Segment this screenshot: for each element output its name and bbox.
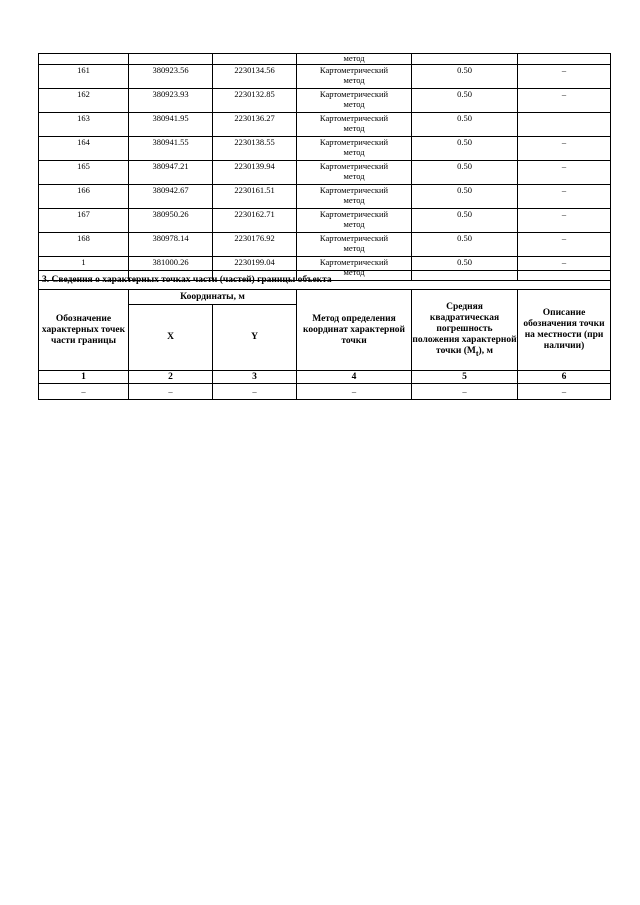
column-number: 2 <box>129 371 213 384</box>
method-cell <box>297 89 412 113</box>
header-method: Метод определения координат характерной точки <box>297 290 412 371</box>
error-cell: 0.50 <box>412 89 518 113</box>
point-number-cell: 164 <box>39 137 129 161</box>
x-coordinate-cell: 380923.93 <box>129 89 213 113</box>
y-coordinate-cell: 2230199.04 <box>213 257 297 281</box>
y-coordinate-cell: 2230136.27 <box>213 113 297 137</box>
empty-cell: – <box>297 384 412 400</box>
y-coordinate-cell: 2230162.71 <box>213 209 297 233</box>
empty-cell: – <box>213 384 297 400</box>
y-coordinate-cell: 2230138.55 <box>213 137 297 161</box>
error-cell: 0.50 <box>412 65 518 89</box>
description-cell: – <box>518 161 611 185</box>
header-error-subscript: t <box>475 348 479 358</box>
error-cell: 0.50 <box>412 233 518 257</box>
error-cell: 0.50 <box>412 257 518 281</box>
point-number-cell: 1 <box>39 257 129 281</box>
method-line: Картометрический <box>319 113 389 123</box>
x-coordinate-cell: 380950.26 <box>129 209 213 233</box>
y-coordinate-cell: 2230139.94 <box>213 161 297 185</box>
empty-cell: – <box>39 384 129 400</box>
section-title-row <box>39 271 611 290</box>
method-line: метод <box>343 242 365 253</box>
x-coordinate-cell: 380923.56 <box>129 65 213 89</box>
x-coordinate-cell: 381000.26 <box>129 257 213 281</box>
column-number: 4 <box>297 371 412 384</box>
column-number: 5 <box>412 371 518 384</box>
method-cell <box>297 161 412 185</box>
table-row <box>39 137 611 161</box>
description-cell: – <box>518 65 611 89</box>
method-line: метод <box>343 170 365 181</box>
method-cell <box>297 209 412 233</box>
x-coordinate-cell: 380941.95 <box>129 113 213 137</box>
method-cell <box>297 137 412 161</box>
empty-cell: – <box>412 384 518 400</box>
table-row <box>39 384 611 400</box>
method-line: Картометрический <box>319 185 389 195</box>
description-cell: – <box>518 89 611 113</box>
method-line: метод <box>343 266 365 277</box>
empty-cell: – <box>129 384 213 400</box>
table-row <box>39 161 611 185</box>
header-coordinates: Координаты, м <box>129 290 297 305</box>
part-boundary-points-table <box>38 266 611 400</box>
header-error-unit: ), м <box>478 345 493 356</box>
column-number: 6 <box>518 371 611 384</box>
y-coordinate-cell: 2230161.51 <box>213 185 297 209</box>
error-cell: 0.50 <box>412 185 518 209</box>
section-title: 3. Сведения о характерных точках части (частей) границы объекта <box>39 271 611 290</box>
method-line: метод <box>343 218 365 229</box>
column-number: 1 <box>39 371 129 384</box>
error-cell: 0.50 <box>412 161 518 185</box>
y-coordinate-cell: 2230134.56 <box>213 65 297 89</box>
description-cell <box>518 113 611 137</box>
empty-cell: – <box>518 384 611 400</box>
y-coordinate-cell: 2230132.85 <box>213 89 297 113</box>
method-line: Картометрический <box>319 257 389 267</box>
point-number-cell: 166 <box>39 185 129 209</box>
description-cell: – <box>518 209 611 233</box>
method-line: Картометрический <box>319 137 389 147</box>
header-y: Y <box>213 305 297 371</box>
description-cell: – <box>518 233 611 257</box>
description-cell: – <box>518 185 611 209</box>
point-number-cell: 163 <box>39 113 129 137</box>
description-cell: – <box>518 137 611 161</box>
method-line: метод <box>343 146 365 157</box>
method-line: Картометрический <box>319 161 389 171</box>
method-cell <box>297 185 412 209</box>
method-line: метод <box>343 122 365 133</box>
table-row <box>39 54 611 65</box>
table-row <box>39 65 611 89</box>
method-line: Картометрический <box>319 65 389 75</box>
method-cell <box>297 65 412 89</box>
method-line: метод <box>343 74 365 85</box>
header-designation: Обозначение характерных точек части границы <box>39 290 129 371</box>
column-number: 3 <box>213 371 297 384</box>
x-coordinate-cell: 380978.14 <box>129 233 213 257</box>
point-number-cell: 167 <box>39 209 129 233</box>
error-cell: 0.50 <box>412 113 518 137</box>
table-row <box>39 89 611 113</box>
method-line: Картометрический <box>319 89 389 99</box>
table-row <box>39 185 611 209</box>
table-row <box>39 233 611 257</box>
point-number-cell: 165 <box>39 161 129 185</box>
boundary-points-table <box>38 53 611 281</box>
header-description: Описание обозначения точки на местности (при наличии) <box>518 290 611 371</box>
point-number-cell: 168 <box>39 233 129 257</box>
y-coordinate-cell: 2230176.92 <box>213 233 297 257</box>
x-coordinate-cell: 380941.55 <box>129 137 213 161</box>
point-number-cell: 161 <box>39 65 129 89</box>
table-row <box>39 113 611 137</box>
method-cell: метод <box>297 54 412 65</box>
column-numbers-row <box>39 371 611 384</box>
point-number-cell: 162 <box>39 89 129 113</box>
method-line: метод <box>343 98 365 109</box>
table-row <box>39 209 611 233</box>
method-line: метод <box>343 194 365 205</box>
x-coordinate-cell: 380947.21 <box>129 161 213 185</box>
error-cell: 0.50 <box>412 137 518 161</box>
header-x: X <box>129 305 213 371</box>
method-line: Картометрический <box>319 209 389 219</box>
method-cell <box>297 233 412 257</box>
method-line: Картометрический <box>319 233 389 243</box>
description-cell: – <box>518 257 611 281</box>
error-cell: 0.50 <box>412 209 518 233</box>
header-error-text: Средняя квадратическая погрешность положения характерной точки (M <box>412 301 517 356</box>
header-row <box>39 290 611 305</box>
x-coordinate-cell: 380942.67 <box>129 185 213 209</box>
method-cell <box>297 113 412 137</box>
header-error <box>412 290 518 371</box>
